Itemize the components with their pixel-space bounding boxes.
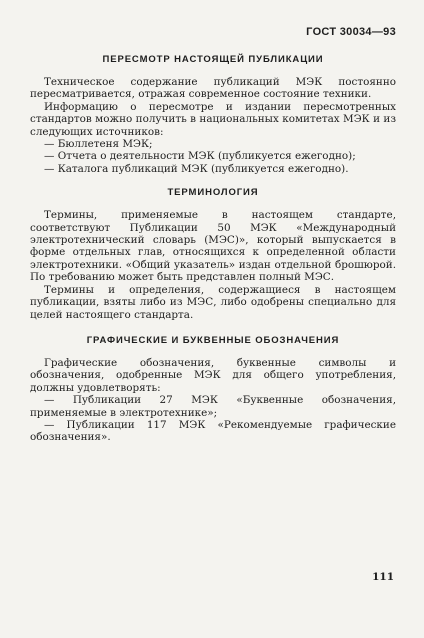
- paragraph: Информацию о пересмотре и издании пересмотренных стандартов можно получить в национальных комитетах МЭК и из следующих источников:: [30, 100, 396, 138]
- list-item: — Публикации 117 МЭК «Рекомендуемые графические обозначения».: [30, 418, 396, 444]
- page-number: 111: [372, 571, 394, 583]
- list-item: — Каталога публикаций МЭК (публикуется ежегодно).: [44, 162, 349, 175]
- document-code: ГОСТ 30034—93: [306, 26, 396, 38]
- section-symbols: [30, 335, 396, 444]
- source-list: [30, 138, 396, 175]
- section-revision: [30, 54, 396, 175]
- paragraph: Термины и определения, содержащиеся в настоящем публикации, взяты либо из МЭС, либо одобрены специально для целей настоящего стандарта.: [30, 283, 396, 321]
- section-title-revision: ПЕРЕСМОТР НАСТОЯЩЕЙ ПУБЛИКАЦИИ: [102, 54, 324, 65]
- list-item: — Бюллетеня МЭК;: [44, 138, 153, 151]
- paragraph: Графические обозначения, буквенные символы и обозначения, одобренные МЭК для общего употребления, должны удовлетворять:: [30, 356, 396, 394]
- paragraph: Термины, применяемые в настоящем стандарте, соответствуют Публикации 50 МЭК «Международный электротехнический словарь (МЭС)», который выпускается в форме отдельных глав, относящихся к определенной области электротехники. «Общий указатель» издан отдельной брошюрой. По требованию может быть представлен полный МЭС.: [30, 209, 396, 284]
- list-item: — Публикации 27 МЭК «Буквенные обозначения, применяемые в электротехнике»;: [30, 394, 396, 419]
- section-title-terminology: ТЕРМИНОЛОГИЯ: [167, 187, 259, 199]
- publication-list: [30, 394, 396, 444]
- paragraph: Техническое содержание публикаций МЭК постоянно пересматривается, отражая современное состояние техники.: [30, 76, 396, 101]
- page-content: [30, 50, 396, 444]
- list-item: — Отчета о деятельности МЭК (публикуется ежегодно);: [44, 150, 356, 163]
- section-terminology: [30, 187, 396, 321]
- section-title-symbols: ГРАФИЧЕСКИЕ И БУКВЕННЫЕ ОБОЗНАЧЕНИЯ: [86, 334, 340, 346]
